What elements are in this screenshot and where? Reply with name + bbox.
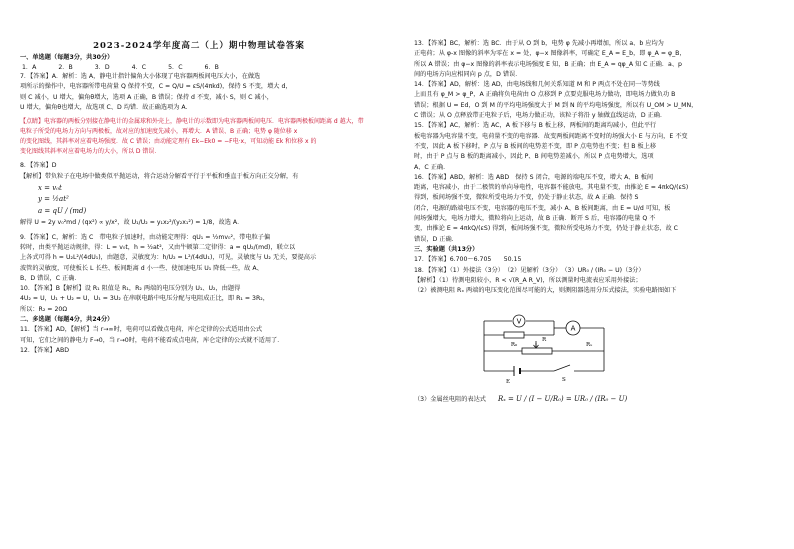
voltmeter-label: V <box>516 317 522 326</box>
answer-6: 6．B <box>204 64 219 72</box>
q7-line: U 增大，偏角θ也增大，故选项 C、D 均错．故正确选项为 A． <box>20 104 192 112</box>
q9-line: 上各式可得 h = U₂L²/(4dU₁)，由题意，灵敏度为：h/U₂ = L²/(4dU₁)，可见，灵敏度与 U₂ 无关，要提高示 <box>20 254 317 262</box>
circuit-diagram <box>474 301 624 391</box>
rx-label: Rₓ <box>586 342 593 349</box>
q14-line: 14．【答案】AD，解析：选 AD，由电场线和几何关系知道 M 和 P 两点不处在同一等势线 <box>414 81 660 89</box>
section-experiment: 三、实验题（共13分） <box>414 245 479 253</box>
q9-line: 波管的灵敏度，可使板长 L 长些、板间距离 d 小一些、使加速电压 U₁ 降低一些，故 A、 <box>20 264 263 272</box>
q16-line: 得到，板间场强不变，微粒所受电场力不变，仍处于静止状态，故 A 正确．保持 S <box>414 194 639 202</box>
equation-y: y = ½at² <box>38 195 69 204</box>
right-column <box>414 40 772 407</box>
e-label: E <box>506 379 511 386</box>
equation-result: 解得 U = 2y v₀²md / (qx²) ∝ y/x²，故 U₁/U₂ = y₁x₂²/(y₂x₁²) = 1/8，故选 A． <box>20 219 244 227</box>
equation-x: x = v₀t <box>38 183 62 192</box>
q14-line: 上而且有 φ_M > φ_P，A 正确将负电荷由 O 点移到 P 点要克服电场力做功，即电场力做负功 B <box>414 91 676 99</box>
q8-answer: 8．【答案】D <box>20 162 57 170</box>
rheostat-slider-arrow <box>534 341 539 348</box>
answer-2: 2．B <box>58 64 73 72</box>
q16-line: 变，由推论 E = 4πkQ/(εS) 得到，板间场强不变，微粒所受电场力不变，仍处于静止状态，故 C <box>414 225 678 233</box>
q13-line: 间的电场方向应相同向 p 点，D 错误． <box>414 70 522 78</box>
q8-analysis: 【解析】带负粒子在电场中做类似平抛运动，将合运动分解看平行于平板和垂直于板方向正交分解，有 <box>20 172 299 180</box>
q11-line: 11．【答案】AD，【解析】当 r→∞时，电荷可以看做点电荷，库仑定律的公式适用由公式 <box>20 326 263 334</box>
q9-line: 转时，由类平抛运动规律，得：L = v₀t，h = ½at²，又由牛顿第二定律得：a = qU₂/(md)，联立以 <box>20 243 296 251</box>
q13-line: 所以 A 错误；由 φ−x 图像的斜率表示电场强度 E 知，B 正确；由 E_A = qφ_A 知 C 正确．a、p <box>414 60 682 68</box>
q10-line: 10．【答案】B【解析】设 R₁ 阻值是 R₁，R₂ 两端的电压分别为 U₁、U₂，由题得 <box>20 285 241 293</box>
q10-line: 所以：R₂ = 20Ω <box>20 305 68 313</box>
q12-answer: 12．【答案】ABD <box>20 346 69 354</box>
q14-line: C 错误；从 O 点释放带正电粒子后，电场力做正功，该粒子将沿 y 轴做直线运动，D 正确． <box>414 112 667 120</box>
equation-a: a = qU / (md) <box>38 207 87 216</box>
answer-1: 1．A <box>22 64 37 72</box>
q13-line: 13．【答案】BC，解析：选 BC．由于从 O 到 b，电势 φ 先减小再增加，所以 a、b 应均为 <box>414 40 664 47</box>
q15-line: 时，由于 P 点与 B 板的距离减小，因此 P、B 间电势差减小，所以 P 点电势增大，选项 <box>414 153 654 161</box>
ammeter-label: A <box>570 324 576 333</box>
q18-analysis-1: 【解析】（1）待测电阻较小，R < √(R_A R_V)，所以测量时电流表应采用外接法； <box>414 276 642 284</box>
q9-line: 9．【答案】C，解析：选 C 带电粒子加速时，由动能定理得：qU₁ = ½mv₀²，带电粒子偏 <box>20 233 271 241</box>
section-multi-choice: 二、多选题（每题4分，共24分） <box>20 315 114 323</box>
q17-answer: 17．【答案】6.700～6.705 50.15 <box>414 256 522 264</box>
q18-analysis-2: （2）被测电阻 Rₓ 两端的电压变化范围尽可能的大，则测阻器选用分压式接法，实验电路图如下 <box>414 287 677 295</box>
q18-analysis-3: （3）金属丝电阻的表达式 Rₓ = U / (I − U/R₀) = UR₀ / (IR₀ − U) <box>414 395 628 404</box>
answer-row-1-6 <box>20 64 378 73</box>
r0-label: R₀ <box>510 342 518 349</box>
answer-4: 4．C <box>131 64 147 72</box>
q16-line: 距离，电容减小，由于二极管的单向导电性，电容器不能放电，其电量不变，由推论 E = 4πkQ/(εS) <box>414 184 689 192</box>
q16-line: 闭合，电源的路端电压不变，电容器的电压不变，减小 A、B 板间距离，由 E = U/d 可知，板 <box>414 204 671 212</box>
r-label: R <box>542 337 547 344</box>
q15-line: A、C 正确． <box>414 163 450 171</box>
q7-line: 项所示的操作中，电容器所带电荷量 Q 保持不变，C = Q/U = εS/(4πkd)，保持 S 不变，增大 d， <box>20 83 292 91</box>
q18-answer: 18．【答案】（1）外接法（3分） （2）见解析（3分） （3）UR₀ / (IR₀ − U)（3分） <box>414 266 645 274</box>
document-title: 2023-2024学年度高二（上）期中物理试卷答案 <box>93 41 305 51</box>
q15-line: 不变，因此 A 板下移时，P 点与 B 板间的电势差不变，即 P 点电势也不变；但 B 板上移 <box>414 142 657 150</box>
q7-note-line: 的变化图线，其斜率对应着电场强度．故 C 错误；由动能定理有 Ek−Ek0 = −F电·x，可知动能 Ek 和位移 x 的 <box>20 138 317 146</box>
rheostat <box>522 348 552 354</box>
q16-line: 16．【答案】ABD，解析：选 ABD 保持 S 闭合，电源的端电压不变，增大 A、B 板间 <box>414 173 654 181</box>
q7-line: 则 C 减小，U 增大，偏角θ增大，选项 A 正确，B 错误；保持 d 不变，减小 S，则 C 减小， <box>20 93 273 101</box>
resistor-r0 <box>504 332 524 338</box>
q9-line: B、D 错误，C 正确． <box>20 274 81 282</box>
left-column <box>20 40 378 357</box>
q7-note-line: 变化图线其斜率对应着电场力的大小，所以 D 错误． <box>20 148 161 156</box>
q16-line: 错误，D 正确． <box>414 235 458 243</box>
q15-line: 15．【答案】AC，解析：选 AC，A 板下移与 B 板上移，两板间的距离均减小，但此平行 <box>414 122 657 130</box>
q15-line: 板电容器为电容量不变，电荷量不变的电容器．故变两板间距离不变时的场强大小 E 与方向，E 不变 <box>414 132 688 140</box>
q16-line: 间场强增大，电场力增大，微粒将向上运动，故 B 正确．断开 S 后，电容器的电量 Q 不 <box>414 215 656 223</box>
s-label: S <box>562 377 566 384</box>
answer-3: 3．D <box>94 64 110 72</box>
q7-note-line: 【点睛】电容器的两板分别接在静电计的金属球和外壳上，静电计的示数即为电容器两板间电压．电容器两极板间距离 d 越大，带 <box>20 118 364 126</box>
resistance-formula: Rₓ = U / (I − U/R₀) = UR₀ / (IR₀ − U) <box>497 395 628 404</box>
q13-line: 正电荷；从 φ-x 图像的斜率为零在 x = 处，φ−x 图像斜率，可确定 E_A = E_b，即 φ_A = φ_B， <box>414 50 686 58</box>
q7-line: 7．【答案】A．解析：选 A，静电计指针偏角大小体现了电容器两板间电压大小，在做选 <box>20 73 261 81</box>
answer-5: 5．C <box>168 64 183 72</box>
q7-note-line: 电粒子所受的电场力方向与两极板，故对应的加速度先减小，再增大．A 错误、B 正确；电势 φ 随位移 x <box>20 128 298 136</box>
q10-line: 4U₂ = U，U₁ + U₂ = U，U₁ = 3U₂ 在串联电路中电压分配与电阻成正比，即 R₁ = 3R₂， <box>20 295 269 303</box>
q14-line: 错误；根据 U = Ed，O 到 M 的平均电场强度大于 M 到 N 的平均电场强度，所以有 U_OM > U_MN， <box>414 101 698 109</box>
section-single-choice: 一、单选题（每题3分，共30分） <box>20 54 114 62</box>
q11-line: 可知，它们之间的静电力 F→0，当 r→0时，电荷不能看成点电荷，库仑定律的公式就不适用了． <box>20 336 284 344</box>
